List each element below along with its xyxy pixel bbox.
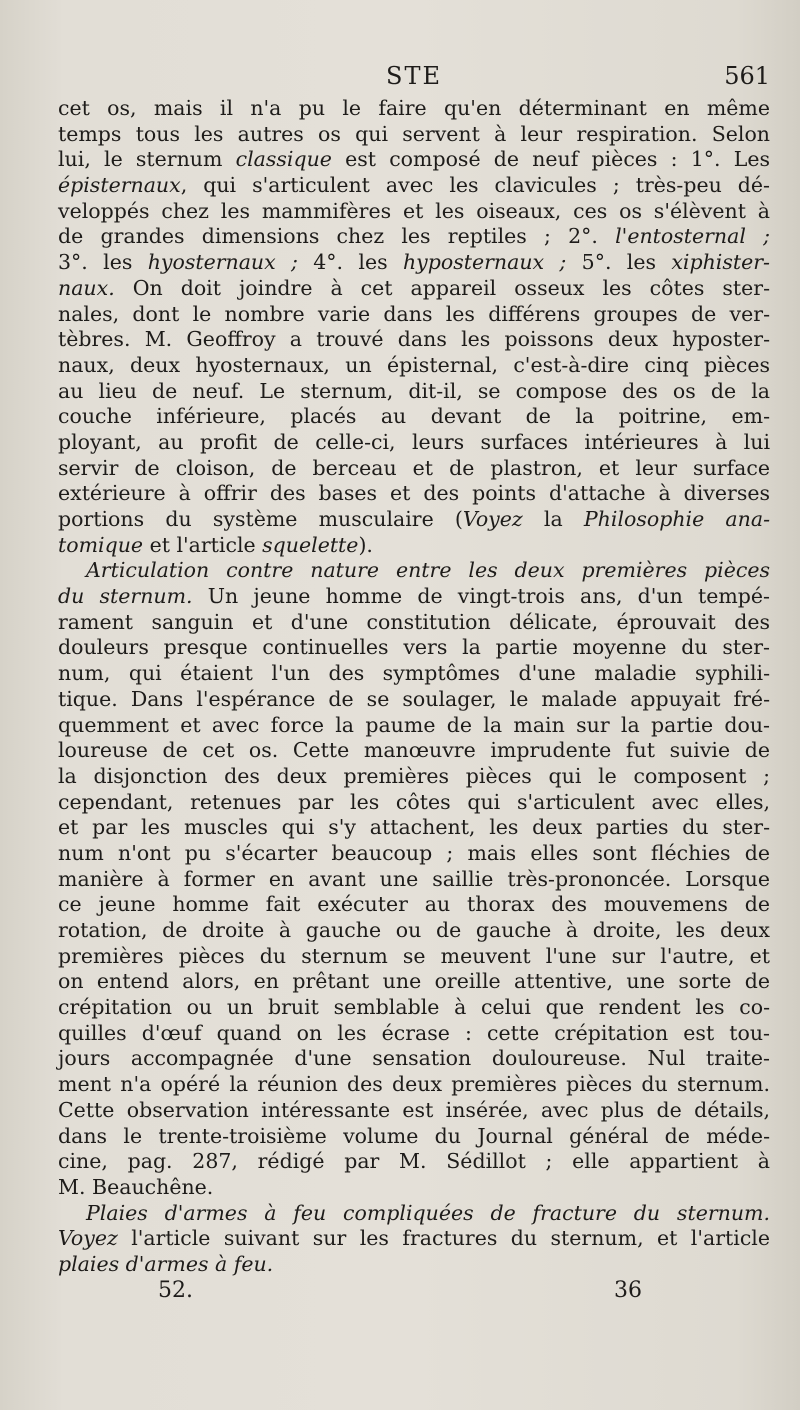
- text-line: naux, deux hyosternaux, un épisternal, c'est-à-dire cinq pièces: [58, 352, 770, 377]
- page-footer: [58, 1278, 770, 1308]
- text-line: la disjonction des deux premières pièces qui le composent ;: [58, 763, 770, 788]
- text-line: veloppés chez les mammifères et les oiseaux, ces os s'élèvent à: [58, 198, 770, 223]
- page-header: [58, 62, 770, 94]
- text-line: portions du système musculaire (Voyez la Philosophie ana-: [58, 507, 770, 531]
- text-line: temps tous les autres os qui servent à leur respiration. Selon: [58, 121, 770, 146]
- text-line: du sternum. Un jeune homme de vingt-trois ans, d'un tempé-: [58, 584, 770, 609]
- text-line: num n'ont pu s'écarter beaucoup ; mais elles sont fléchies de: [58, 840, 770, 865]
- text-line: M. Beauchêne.: [58, 1174, 214, 1199]
- sheet-number: 36: [614, 1278, 642, 1303]
- text-line: au lieu de neuf. Le sternum, dit-il, se compose des os de la: [58, 378, 770, 403]
- text-line: ment n'a opéré la réunion des deux premières pièces du sternum.: [58, 1072, 770, 1097]
- text-line: Cette observation intéressante est insérée, avec plus de détails,: [58, 1097, 770, 1122]
- text-line: naux. On doit joindre à cet appareil osseux les côtes ster-: [58, 275, 770, 300]
- text-line: douleurs presque continuelles vers la partie moyenne du ster-: [58, 635, 770, 660]
- text-line: Plaies d'armes à feu compliquées de fracture du sternum.: [86, 1200, 770, 1225]
- text-line: ployant, au profit de celle-ci, leurs surfaces intérieures à lui: [58, 429, 770, 454]
- body-text: [58, 96, 770, 1278]
- text-line: quilles d'œuf quand on les écrase : cette crépitation est tou-: [58, 1020, 770, 1045]
- paragraph-p3: [58, 1201, 770, 1278]
- text-line: dans le trente-troisième volume du Journal général de méde-: [58, 1123, 770, 1148]
- text-line: cependant, retenues par les côtes qui s'articulent avec elles,: [58, 789, 770, 814]
- text-line: crépitation ou un bruit semblable à celui que rendent les co-: [58, 995, 770, 1020]
- text-line: 3°. les hyosternaux ; 4°. les hyposternaux ; 5°. les xiphister-: [58, 250, 770, 275]
- text-line: lui, le sternum classique est composé de neuf pièces : 1°. Les: [58, 147, 770, 172]
- text-line: plaies d'armes à feu.: [58, 1251, 274, 1276]
- text-line: cet os, mais il n'a pu le faire qu'en déterminant en même: [58, 96, 770, 120]
- text-line: cine, pag. 287, rédigé par M. Sédillot ; elle appartient à: [58, 1149, 770, 1174]
- page-number: 561: [724, 62, 770, 90]
- text-line: Voyez l'article suivant sur les fractures du sternum, et l'article: [58, 1226, 770, 1251]
- text-line: tique. Dans l'espérance de se soulager, le malade appuyait fré-: [58, 686, 770, 711]
- text-line: on entend alors, en prêtant une oreille attentive, une sorte de: [58, 969, 770, 994]
- text-line: tomique et l'article squelette).: [58, 532, 373, 557]
- text-line: loureuse de cet os. Cette manœuvre imprudente fut suivie de: [58, 738, 770, 763]
- text-line: tèbres. M. Geoffroy a trouvé dans les poissons deux hyposter-: [58, 327, 770, 352]
- paragraph-p1: [58, 96, 770, 558]
- text-line: couche inférieure, placés au devant de la poitrine, em-: [58, 404, 770, 429]
- text-line: rament sanguin et d'une constitution délicate, éprouvait des: [58, 609, 770, 634]
- text-line: et par les muscles qui s'y attachent, les deux parties du ster-: [58, 815, 770, 840]
- text-line: ce jeune homme fait exécuter au thorax des mouvemens de: [58, 892, 770, 917]
- text-line: manière à former en avant une saillie très-prononcée. Lorsque: [58, 866, 770, 891]
- text-line: de grandes dimensions chez les reptiles ; 2°. l'entosternal ;: [58, 224, 771, 249]
- text-line: nales, dont le nombre varie dans les différens groupes de ver-: [58, 301, 770, 326]
- paragraph-p2: [58, 558, 770, 1200]
- text-line: quemment et avec force la paume de la main sur la partie dou-: [58, 712, 770, 737]
- text-line: rotation, de droite à gauche ou de gauche à droite, les deux: [58, 918, 770, 942]
- text-line: extérieure à offrir des bases et des points d'attache à diverses: [58, 481, 770, 506]
- text-line: servir de cloison, de berceau et de plastron, et leur surface: [58, 455, 770, 480]
- text-line: jours accompagnée d'une sensation douloureuse. Nul traite-: [58, 1046, 770, 1071]
- signature-mark: 52.: [158, 1278, 193, 1303]
- text-line: épisternaux, qui s'articulent avec les clavicules ; très-peu dé-: [58, 173, 770, 198]
- text-line: Articulation contre nature entre les deux premières pièces: [86, 558, 770, 583]
- text-line: premières pièces du sternum se meuvent l'une sur l'autre, et: [58, 943, 770, 968]
- running-head: STE: [386, 62, 442, 90]
- text-line: num, qui étaient l'un des symptômes d'une maladie syphili-: [58, 661, 770, 686]
